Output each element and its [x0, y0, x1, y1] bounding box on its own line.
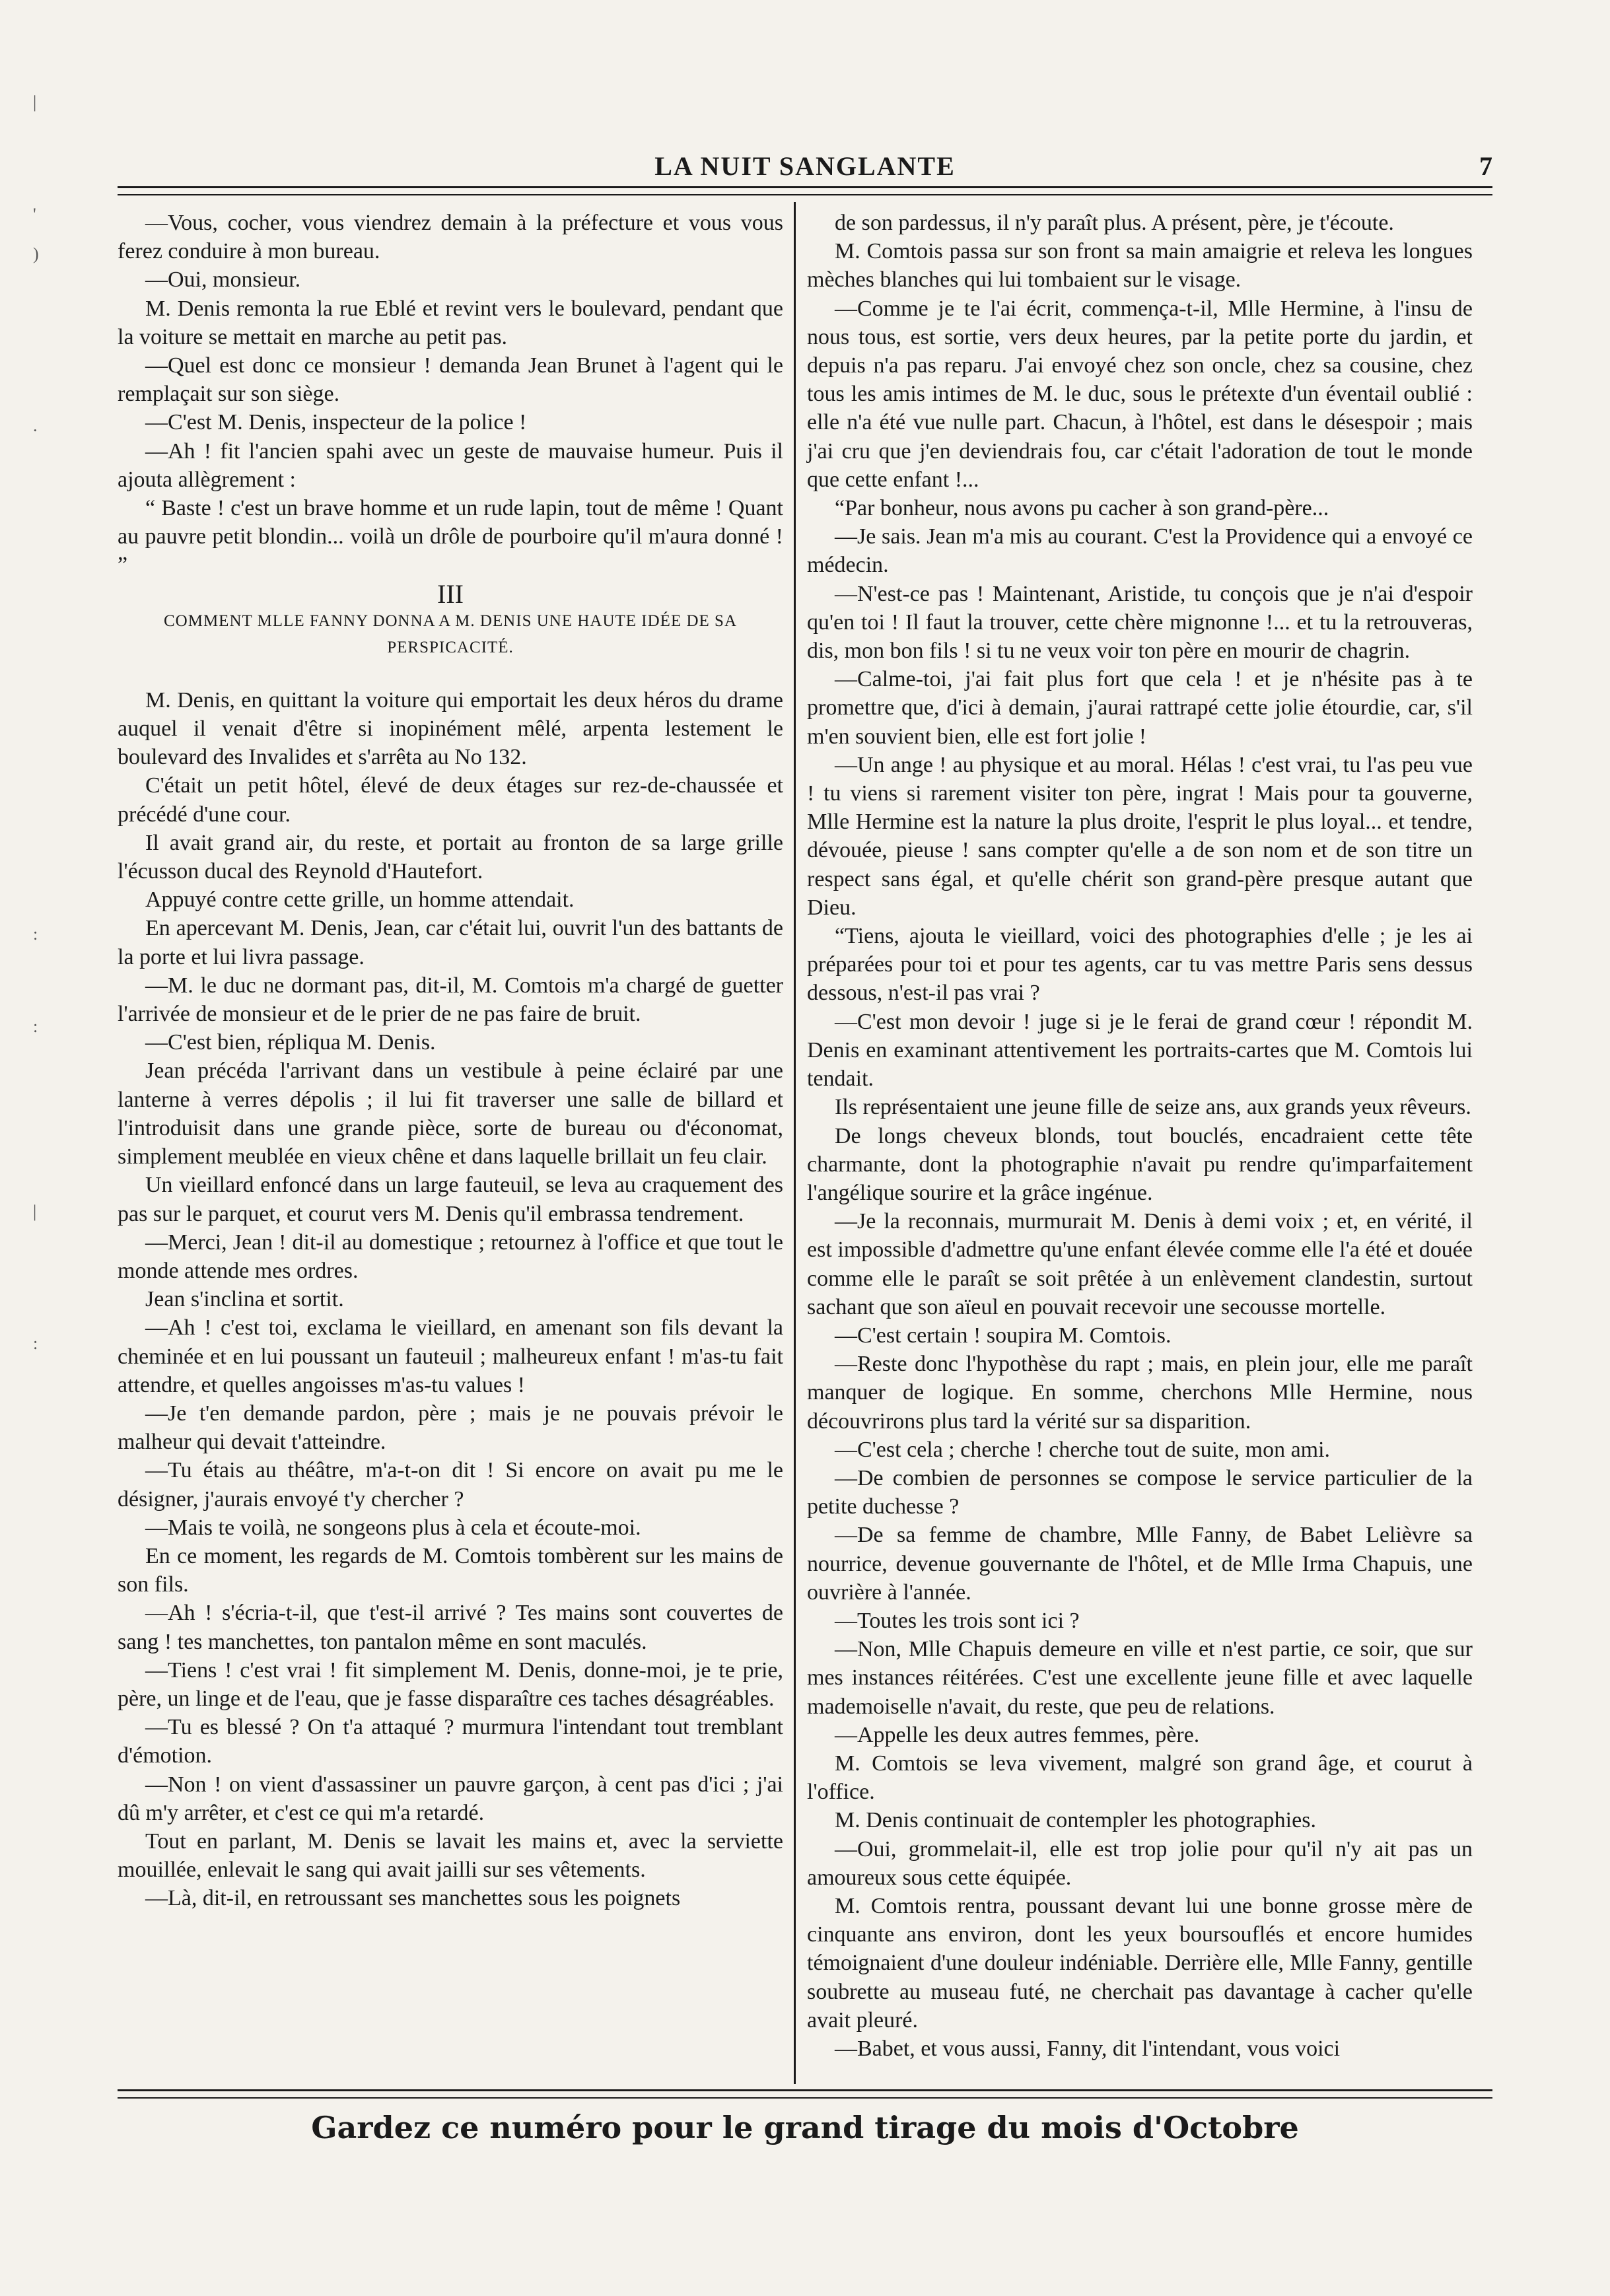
paragraph: —Reste donc l'hypothèse du rapt ; mais, en plein jour, elle me paraît manquer de logique. En somme, cherchons Mlle Hermine, nous découvrirons plus tard la vérité sur sa disparition.: [807, 1352, 1473, 1434]
header-rule: [118, 186, 1492, 195]
paragraph: En apercevant M. Denis, Jean, car c'était lui, ouvrit l'un des battants de la porte et lui livra passage.: [118, 916, 783, 969]
page-number: 7: [1479, 151, 1492, 181]
paragraph: M. Denis remonta la rue Eblé et revint vers le boulevard, pendant que la voiture se mettait en marche au petit pas.: [118, 296, 783, 349]
paragraph: De longs cheveux blonds, tout bouclés, encadraient cette tête charmante, dont la photographie n'avait pu rendre qu'imparfaitement l'angélique sourire et la grâce ingénue.: [807, 1123, 1473, 1205]
paragraph: —Comme je te l'ai écrit, commença-t-il, Mlle Hermine, à l'insu de nous tous, est sortie, vers deux heures, par la petite porte du jardin, et depuis n'a pas reparu. J'ai envoyé chez son oncle, chez sa cousine, chez tous les amis intimes de M. le duc, sous le prétexte d'un éventail oublié : elle n'a été vue nulle part. Chacun, à l'hôtel, est dans le désespoir ; mais j'ai cru que j'en deviendrais fou, car c'était l'adoration de tout le monde que cette enfant !...: [807, 296, 1473, 492]
footer-notice: Gardez ce numéro pour le grand tirage du mois d'Octobre: [311, 2110, 1299, 2145]
paragraph: “Tiens, ajouta le vieillard, voici des photographies d'elle ; je les ai préparées pour toi et pour tes agents, car tu vas mettre Paris sens dessus dessous, n'est-il pas vrai ?: [807, 924, 1473, 1006]
paragraph: —Ah ! s'écria-t-il, que t'est-il arrivé ? Tes mains sont couvertes de sang ! tes manchettes, ton pantalon même en sont maculés.: [118, 1601, 783, 1654]
paragraph: C'était un petit hôtel, élevé de deux étages sur rez-de-chaussée et précédé d'une cour.: [118, 773, 783, 827]
paragraph: —De combien de personnes se compose le service particulier de la petite duchesse ?: [807, 1465, 1473, 1519]
footer-rule: [118, 2089, 1492, 2099]
paragraph: —Babet, et vous aussi, Fanny, dit l'intendant, vous voici: [835, 2036, 1341, 2061]
paragraph: —Toutes les trois sont ici ?: [835, 1608, 1080, 1633]
paragraph: —Merci, Jean ! dit-il au domestique ; retournez à l'office et que tout le monde attende mes ordres.: [118, 1230, 783, 1283]
paragraph: —Là, dit-il, en retroussant ses manchettes sous les poignets: [145, 1886, 681, 1911]
paragraph: —Mais te voilà, ne songeons plus à cela et écoute-moi.: [145, 1515, 641, 1540]
paragraph: Tout en parlant, M. Denis se lavait les mains et, avec la serviette mouillée, enlevait le sang qui avait jailli sur ses vêtements.: [118, 1828, 783, 1883]
paragraph: —Oui, grommelait-il, elle est trop jolie pour qu'il n'y ait pas un amoureux sous cette équipée.: [807, 1836, 1473, 1890]
paragraph: M. Denis, en quittant la voiture qui emportait les deux héros du drame auquel il venait d'être si inopinément mêlé, arpenta lestement le boulevard des Invalides et s'arrêta au No 132.: [118, 687, 783, 770]
page-header: [118, 147, 1492, 186]
chapter-title: COMMENT MLLE FANNY DONNA A M. DENIS UNE HAUTE IDÉE DE SA PERSPICACITÉ.: [163, 611, 738, 656]
paragraph: —Calme-toi, j'ai fait plus fort que cela ! et je n'hésite pas à te promettre que, d'ici à demain, j'aurai rattrapé cette jolie étourdie, car, s'il m'en souvient bien, elle est fort jolie !: [807, 667, 1473, 749]
right-paragraphs: [807, 209, 1473, 2063]
paragraph: —C'est cela ; cherche ! cherche tout de suite, mon ami.: [835, 1437, 1331, 1462]
paragraph: —Tu étais au théâtre, m'a-t-on dit ! Si encore on avait pu me le désigner, j'aurais envoyé t'y chercher ?: [118, 1458, 783, 1512]
paragraph: Il avait grand air, du reste, et portait au fronton de sa large grille l'écusson ducal des Reynold d'Hautefort.: [118, 830, 783, 884]
margin-mark: |: [33, 1202, 37, 1221]
paragraph: —De sa femme de chambre, Mlle Fanny, de Babet Lelièvre sa nourrice, devenue gouvernante de l'hôtel, et de Mlle Irma Chapuis, une ouvrière à l'année.: [807, 1523, 1473, 1605]
column-divider: [794, 202, 796, 2084]
chapter-number: III: [437, 578, 464, 609]
paragraph: M. Comtois se leva vivement, malgré son grand âge, et courut à l'office.: [807, 1751, 1473, 1805]
margin-mark: ): [33, 244, 39, 263]
paragraph: Jean précéda l'arrivant dans un vestibule à peine éclairé par une lanterne à verres dépolis ; il lui fit traverser une salle de billard et l'introduisit dans une grande pièce, sorte de bureau ou d'économat, simplement meublée en vieux chêne et dans laquelle brillait un feu clair.: [118, 1059, 783, 1169]
paragraph: “ Baste ! c'est un brave homme et un rude lapin, tout de même ! Quant au pauvre petit blondin... voilà un drôle de pourboire qu'il m'aura donné ! ”: [118, 496, 783, 578]
paragraph: —C'est certain ! soupira M. Comtois.: [835, 1323, 1172, 1348]
paragraph: —Oui, monsieur.: [145, 267, 301, 293]
left-paragraphs-before: [118, 209, 783, 580]
paragraph: de son pardessus, il n'y paraît plus. A présent, père, je t'écoute.: [835, 211, 1394, 235]
paragraph: “Par bonheur, nous avons pu cacher à son grand-père...: [835, 496, 1329, 521]
paragraph: —Tu es blessé ? On t'a attaqué ? murmura l'intendant tout tremblant d'émotion.: [118, 1715, 783, 1768]
paragraph: —Non, Mlle Chapuis demeure en ville et n'est partie, ce soir, que sur mes instances réitérées. C'est une excellente jeune fille et avec laquelle mademoiselle n'avait, du reste, que peu de relations.: [807, 1637, 1473, 1719]
left-column: [118, 209, 783, 1913]
margin-mark: :: [33, 1017, 38, 1036]
paragraph: —Un ange ! au physique et au moral. Hélas ! c'est vrai, tu l'as peu vue ! tu viens si rarement visiter ton père, ingrat ! Mais pour ta gouverne, Mlle Hermine est la nature la plus droite, l'esprit le plus loyal... et tendre, dévouée, pieuse ! sans compter qu'elle a de son nom et de son titre un respect sans égal, et qu'elle chérit son grand-père presque autant que Dieu.: [807, 752, 1473, 920]
right-column: [807, 209, 1473, 2063]
margin-mark: .: [33, 416, 38, 435]
paragraph: —N'est-ce pas ! Maintenant, Aristide, tu conçois que je n'ai d'espoir qu'en toi ! Il faut la trouver, cette chère mignonne !... et tu la retrouveras, dis, mon bon fils ! si tu ne veux voir ton père en mourir de chagrin.: [807, 581, 1473, 664]
paragraph: —Je t'en demande pardon, père ; mais je ne pouvais prévoir le malheur qui devait t'atteindre.: [118, 1401, 783, 1455]
paragraph: —Tiens ! c'est vrai ! fit simplement M. Denis, donne-moi, je te prie, père, un linge et de l'eau, que je fasse disparaître ces taches désagréables.: [118, 1657, 783, 1711]
margin-mark: ': [33, 205, 36, 224]
paragraph: —C'est M. Denis, inspecteur de la police !: [145, 410, 527, 435]
paragraph: —Non ! on vient d'assassiner un pauvre garçon, à cent pas d'ici ; j'ai dû m'y arrêter, et c'est ce qui m'a retardé.: [118, 1772, 783, 1825]
paragraph: —C'est bien, répliqua M. Denis.: [145, 1030, 436, 1055]
left-paragraphs-after: [118, 686, 783, 1913]
paragraph: —C'est mon devoir ! juge si je le ferai de grand cœur ! répondit M. Denis en examinant attentivement les portraits-cartes que M. Comtois lui tendait.: [807, 1009, 1473, 1092]
paragraph: Appuyé contre cette grille, un homme attendait.: [145, 887, 575, 913]
paragraph: M. Comtois passa sur son front sa main amaigrie et releva les longues mèches blanches qui lui tombaient sur le visage.: [807, 239, 1473, 293]
paragraph: —Quel est donc ce monsieur ! demanda Jean Brunet à l'agent qui le remplaçait sur son siège.: [118, 353, 783, 407]
margin-marks: [33, 79, 73, 1466]
margin-mark: :: [33, 924, 38, 944]
paragraph: Un vieillard enfoncé dans un large fauteuil, se leva au craquement des pas sur le parquet, et courut vers M. Denis qu'il embrassa tendrement.: [118, 1173, 783, 1226]
paragraph: —Ah ! c'est toi, exclama le vieillard, en amenant son fils devant la cheminée et en lui poussant un fauteuil ; malheureux enfant ! m'as-tu fait attendre, et quelles angoisses m'as-tu values !: [118, 1315, 783, 1397]
margin-mark: |: [33, 92, 37, 112]
paragraph: En ce moment, les regards de M. Comtois tombèrent sur les mains de son fils.: [118, 1543, 783, 1597]
margin-mark: :: [33, 1334, 38, 1353]
paragraph: Ils représentaient une jeune fille de seize ans, aux grands yeux rêveurs.: [835, 1095, 1471, 1120]
paragraph: Jean s'inclina et sortit.: [145, 1287, 344, 1312]
paragraph: —Vous, cocher, vous viendrez demain à la préfecture et vous vous ferez conduire à mon bureau.: [118, 211, 783, 264]
paragraph: —Je la reconnais, murmurait M. Denis à demi voix ; et, en vérité, il est impossible d'admettre qu'une enfant élevée comme elle l'a été et douée comme elle le paraît se soit prêtée à un enlèvement clandestin, surtout sachant que son aïeul en pouvait recevoir une secousse mortelle.: [807, 1209, 1473, 1319]
paragraph: —Appelle les deux autres femmes, père.: [835, 1722, 1200, 1747]
paragraph: —M. le duc ne dormant pas, dit-il, M. Comtois m'a chargé de guetter l'arrivée de monsieur et de le prier de ne pas faire de bruit.: [118, 973, 783, 1027]
running-title: LA NUIT SANGLANTE: [654, 151, 956, 181]
paragraph: M. Denis continuait de contempler les photographies.: [835, 1808, 1316, 1833]
paragraph: M. Comtois rentra, poussant devant lui une bonne grosse mère de cinquante ans environ, dont les yeux boursouflés et encore humides témoignaient d'une douleur indéniable. Derrière elle, Mlle Fanny, gentille soubrette au museau futé, ne cherchait pas davantage à cacher qu'elle avait pleuré.: [807, 1893, 1473, 2033]
paragraph: —Je sais. Jean m'a mis au courant. C'est la Providence qui a envoyé ce médecin.: [807, 524, 1473, 578]
paragraph: —Ah ! fit l'ancien spahi avec un geste de mauvaise humeur. Puis il ajouta allègrement :: [118, 438, 783, 492]
